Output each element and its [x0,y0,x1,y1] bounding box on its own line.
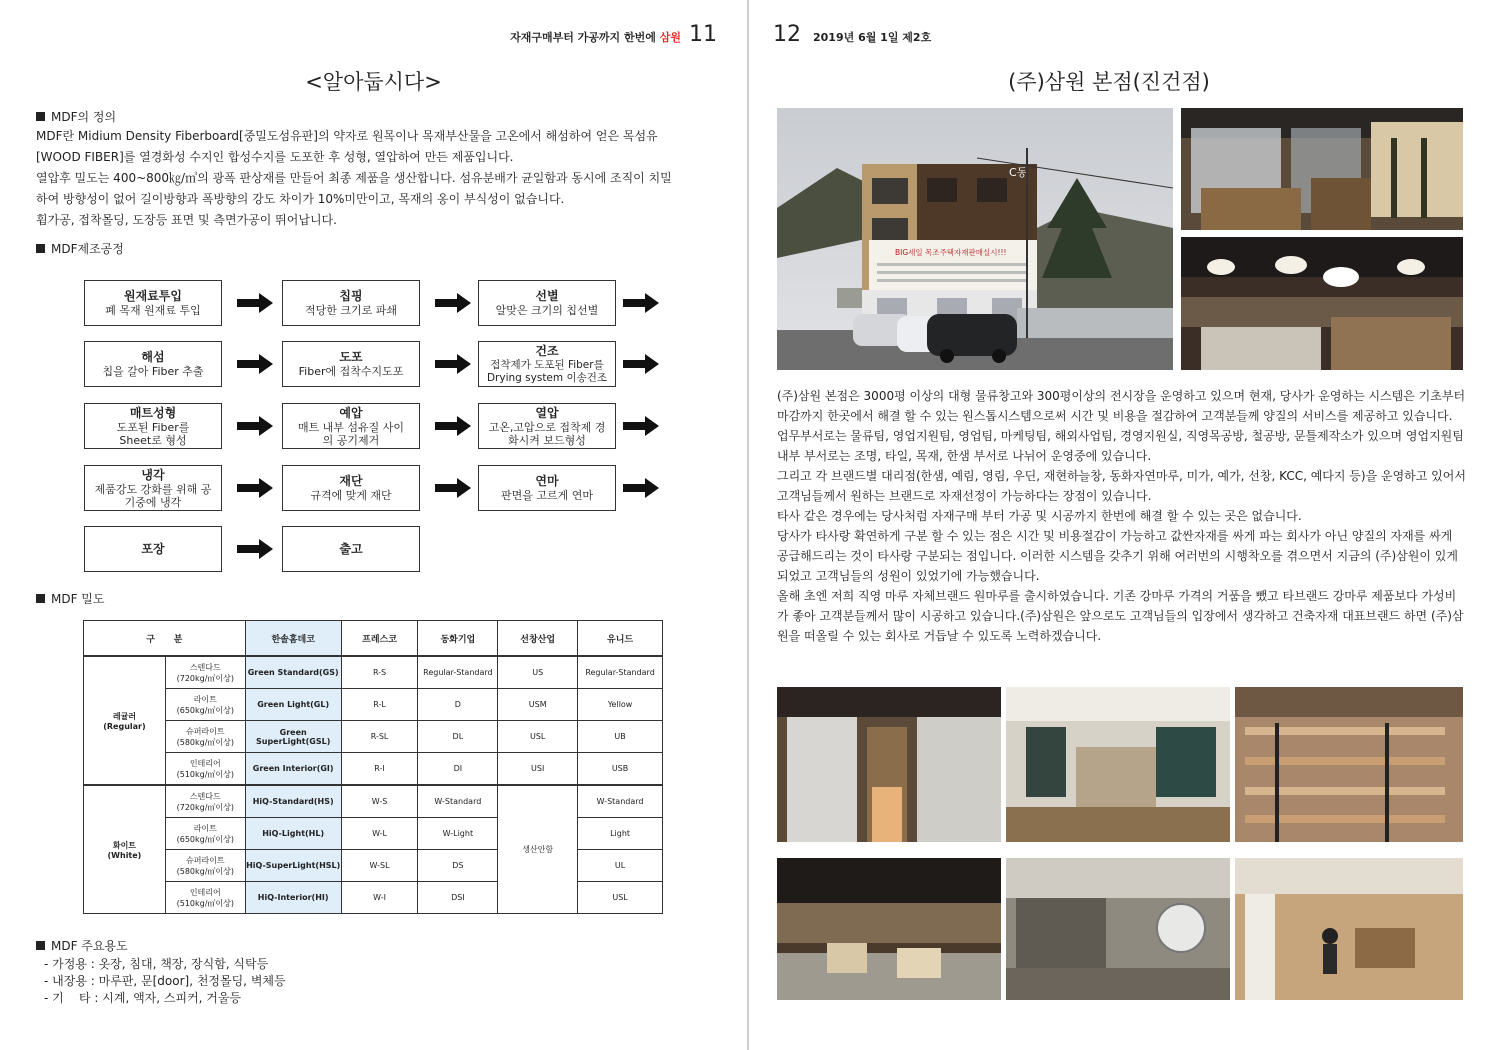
arrow-right-icon [237,354,273,374]
column-header: 선창산업 [498,621,578,657]
definition-line: 휨가공, 접착몰딩, 도장등 표면 및 측면가공이 뛰어납니다. [36,213,337,227]
uses-list [44,956,286,1007]
list-item: - 가정용 : 옷장, 침대, 책장, 장식함, 식탁등 [44,957,269,971]
process-step: 도포 Fiber에 접착수지도포 [282,341,420,387]
table-row: 인테리어 (510kg/㎥이상) HiQ-Interior(HI) W-I DSI USL [84,882,663,914]
tile-display-photo [777,687,1001,842]
carpentry-shop-photo [1235,858,1463,1000]
process-step: 연마 판면을 고르게 연마 [478,465,616,511]
section-heading-definition: MDF의 정의 [36,108,116,125]
table-row: 슈퍼라이트 (580kg/㎥이상) HiQ-SuperLight(HSL) W-SL DS UL [84,850,663,882]
paragraph: (주)삼원 본점은 3000평 이상의 대형 물류창고와 300평이상의 전시장을 운영하고 있으며 현재, 당사가 운영하는 시스템은 기초부터 마감까지 한곳에서 해결 할 수 있는 원스톱시스템으로써 시간 및 비용을 절감하여 고객분들께 양질의 서비스를 제공하고 있습니다. [777,389,1466,423]
arrow-right-icon [623,293,659,313]
group-label: 화이트 (White) [84,785,166,914]
arrow-right-icon [435,478,471,498]
paragraph: 타사 같은 경우에는 당사처럼 자재구매 부터 가공 및 시공까지 한번에 해결 할 수 있는 곳은 없습니다. [777,509,1302,523]
building-sign: C동 [1009,166,1028,179]
type-cell: 스텐다드 (720kg/㎥이상) [165,656,245,689]
showroom-lighting-photo [1181,237,1463,370]
table-row: 인테리어 (510kg/㎥이상) Green Interior(GI) R-I DI USI USB [84,753,663,786]
section-heading-process: MDF제조공정 [36,240,124,257]
banner-text: BIG세일 목조주택자재판매실시!!! [895,248,1007,257]
wood-racks-photo [1235,687,1463,842]
type-cell: 인테리어 (510kg/㎥이상) [165,753,245,786]
paragraph: 올해 초엔 저희 직영 마루 자체브랜드 원마루를 출시하였습니다. 기존 강마루 가격의 거품을 뺐고 타브랜드 강마루 제품보다 가성비가 좋아 고객분들께서 많이 시공하고 있습니다.(주)삼원은 앞으로도 고객님들의 입장에서 생각하고 건축자재 대표브랜드 하면 (주)삼원을 떠올릴 수 있는 회사로 거듭날 수 있도록 노력하겠습니다. [777,589,1464,643]
bullet-square-icon [36,594,45,603]
showroom-interior-photo [1181,108,1463,230]
process-step: 열압 고온,고압으로 접착제 경화시켜 보드형성 [478,403,616,449]
definition-line: [WOOD FIBER]를 열경화성 수지인 합성수지를 도포한 후 성형, 열압하여 만든 제품입니다. [36,150,514,164]
table-row: 라이트 (650kg/㎥이상) Green Light(GL) R-L D USM Yellow [84,689,663,721]
section-heading-density: MDF 밀도 [36,590,105,607]
paragraph: 그리고 각 브랜드별 대리점(한샘, 예림, 영림, 우딘, 재현하늘창, 동화자연마루, 미가, 예가, 선창, KCC, 예다지 등)을 운영하고 있어서 고객님들께서 원하는 브랜드로 자재선정이 가능하다는 장점이 있습니다. [777,469,1466,503]
process-step: 포장 [84,526,222,572]
arrow-right-icon [237,539,273,559]
paragraph: 당사가 타사랑 확연하게 구분 할 수 있는 점은 시간 및 비용절감이 가능하고 값싼자재를 싸게 파는 회사가 아닌 양질의 자재를 싸게 공급해드리는 것이 타사랑 구분되는 점입니다. 이러한 시스템을 갖추기 위해 여러번의 시행착오를 겪으면서 지금의 (주)삼원이 있게 되었고 고객님들의 성원이 있었기에 가능했습니다. [777,529,1458,583]
list-item: - 내장용 : 마루판, 문[door], 천정몰딩, 벽체등 [44,974,286,988]
type-cell: 슈퍼라이트 (580kg/㎥이상) [165,721,245,753]
definition-line: 하여 방향성이 없어 길이방향과 폭방향의 강도 차이가 10%미만이고, 목재의 옹이 부식성이 없습니다. [36,192,565,206]
paragraph: 업무부서로는 물류팀, 영업지원팀, 영업팀, 마케팅팀, 해외사업팀, 경영지원실, 직영목공방, 철공방, 문틀제작소가 있으며 영업지원팀 내부 부서로는 조명, 타일, 목재, 한샘 부서로 나뉘어 운영중에 있습니다. [777,429,1464,463]
process-step: 출고 [282,526,420,572]
type-cell: 인테리어 (510kg/㎥이상) [165,882,245,914]
building-exterior-photo [777,108,1173,370]
arrow-right-icon [435,354,471,374]
left-page-title: <알아둡시다> [305,70,442,94]
process-step: 해섬 칩을 갈아 Fiber 추출 [84,341,222,387]
list-item: - 기 타 : 시계, 액자, 스피커, 거울등 [44,991,242,1005]
right-page [749,0,1495,1050]
definition-text [36,126,726,231]
arrow-right-icon [237,293,273,313]
left-page-number: 11 [689,22,717,47]
arrow-right-icon [237,416,273,436]
type-cell: 스텐다드 (720kg/㎥이상) [165,785,245,818]
process-step: 선별 알맞은 크기의 칩선별 [478,280,616,326]
column-header: 한솔홈데코 [245,621,341,657]
type-cell: 슈퍼라이트 (580kg/㎥이상) [165,850,245,882]
section-heading-uses: MDF 주요용도 [36,937,128,954]
group-label: 레귤러 (Regular) [84,656,166,785]
process-step: 예압 매트 내부 섬유질 사이의 공기제거 [282,403,420,449]
workshop-photo [777,858,1001,1000]
column-header: 프레스코 [341,621,418,657]
process-step: 칩핑 적당한 크기로 파쇄 [282,280,420,326]
process-step: 건조 접착제가 도포된 Fiber를 Drying system 이송건조 [478,341,616,387]
type-cell: 라이트 (650kg/㎥이상) [165,818,245,850]
right-page-header [773,22,931,47]
process-step: 매트성형 도포된 Fiber를 Sheet로 형성 [84,403,222,449]
definition-line: 열압후 밀도는 400~800㎏/㎥의 광폭 판상재를 만들어 최종 제품을 생산합니다. 섬유분배가 균일함과 동시에 조직이 치밀 [36,171,672,185]
arrow-right-icon [623,354,659,374]
arrow-right-icon [435,293,471,313]
left-page [0,0,747,1050]
type-cell: 라이트 (650kg/㎥이상) [165,689,245,721]
process-step: 재단 규격에 맞게 재단 [282,465,420,511]
right-page-title: (주)삼원 본점(진건점) [1008,70,1210,94]
arrow-right-icon [435,416,471,436]
left-page-header [510,22,717,47]
right-page-number: 12 [773,22,801,47]
column-header: 동화기업 [418,621,498,657]
bullet-square-icon [36,941,45,950]
arrow-right-icon [623,416,659,436]
metal-shop-photo [1006,858,1230,1000]
definition-line: MDF란 Midium Density Fiberboard[중밀도섬유판]의 약자로 원목이나 목재부산물을 고온에서 해섬하여 얻은 목섬유 [36,129,658,143]
arrow-right-icon [237,478,273,498]
bullet-square-icon [36,112,45,121]
bullet-square-icon [36,244,45,253]
merged-note: 생산안함 [498,785,578,914]
arrow-right-icon [623,478,659,498]
table-row: 레귤러 (Regular) 스텐다드 (720kg/㎥이상) Green Standard(GS) R-S Regular-Standard US Regular-Standard [84,656,663,689]
header-brand: 삼원 [659,31,681,44]
table-row: 라이트 (650kg/㎥이상) HiQ-Light(HL) W-L W-Light Light [84,818,663,850]
density-table [83,620,663,914]
store-description [777,386,1467,646]
column-header: 유니드 [578,621,663,657]
table-corner: 구 분 [84,621,246,657]
process-step: 냉각 제품강도 강화를 위해 공기중에 냉각 [84,465,222,511]
table-row: 화이트 (White) 스텐다드 (720kg/㎥이상) HiQ-Standard(HS) W-S W-Standard 생산안함 W-Standard [84,785,663,818]
table-header-row [84,621,663,657]
process-step: 원재료투입 폐 목재 원재료 투입 [84,280,222,326]
table-row: 슈퍼라이트 (580kg/㎥이상) Green SuperLight(GSL) R-SL DL USL UB [84,721,663,753]
header-slogan: 자재구매부터 가공까지 한번에 [510,31,660,44]
issue-date: 2019년 6월 1일 제2호 [813,31,932,44]
warehouse-floor-photo [1006,687,1230,842]
